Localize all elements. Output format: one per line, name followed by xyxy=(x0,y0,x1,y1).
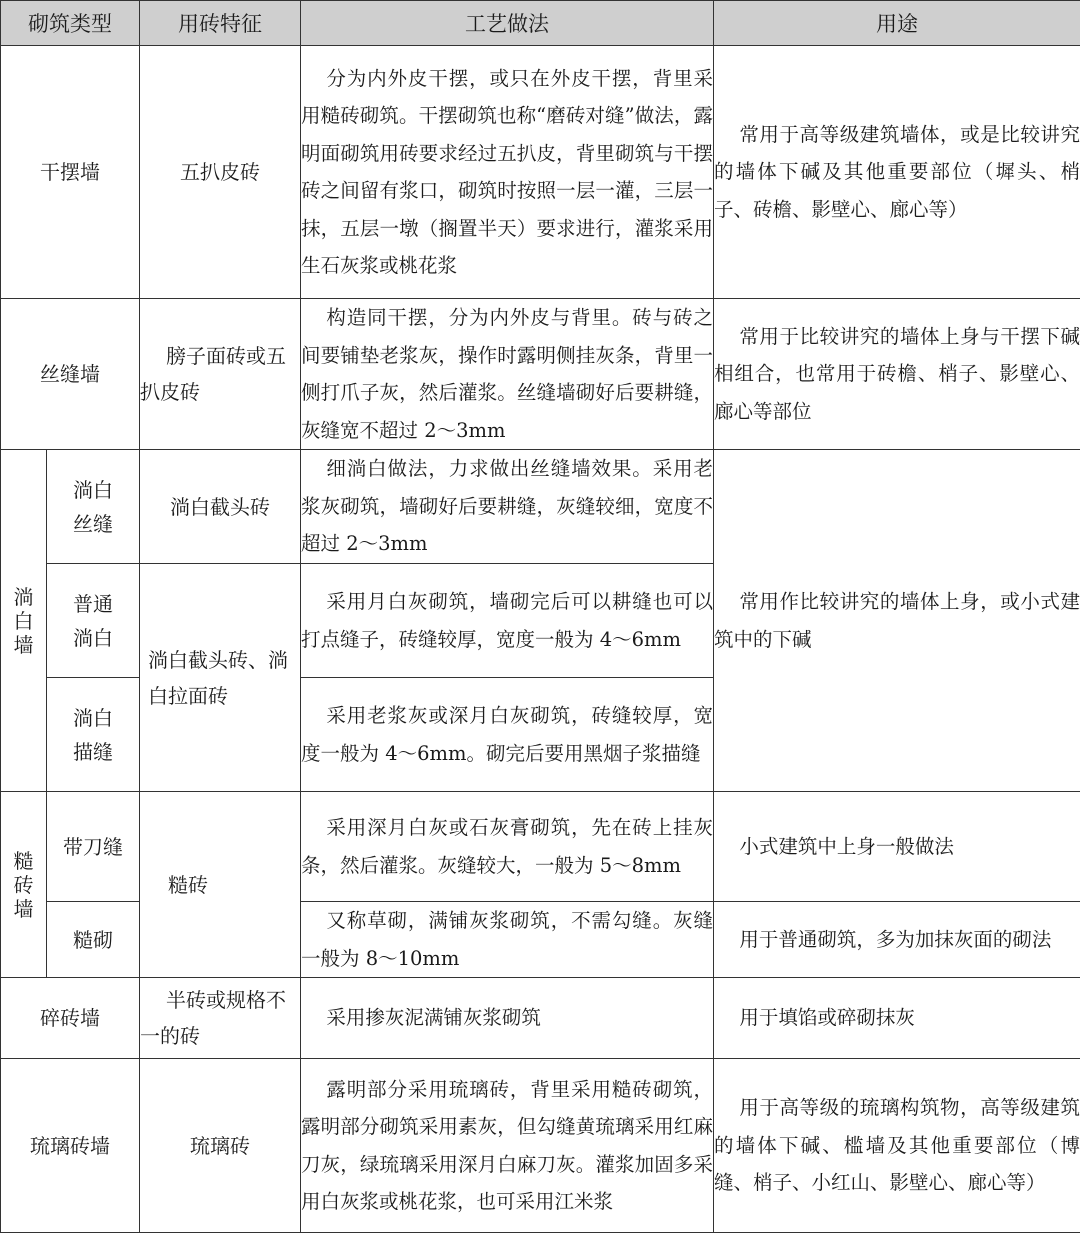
header-type: 砌筑类型 xyxy=(1,1,140,46)
header-row xyxy=(1,1,1080,46)
feature-ganbai: 五扒皮砖 xyxy=(140,46,301,299)
usage-cao-daodao: 小式建筑中上身一般做法 xyxy=(714,792,1080,902)
usage-liuli: 用于高等级的琉璃构筑物，高等级建筑的墙体下碱、槛墙及其他重要部位（博缝、梢子、小红山、影壁心、廊心等） xyxy=(714,1059,1080,1233)
sub-cao-caoqi: 糙砌 xyxy=(47,902,140,978)
feature-liuli: 琉璃砖 xyxy=(140,1059,301,1233)
usage-sifeng: 常用于比较讲究的墙体上身与干摆下碱相组合，也常用于砖檐、梢子、影壁心、廊心等部位 xyxy=(714,299,1080,450)
row-ganbai xyxy=(1,46,1080,299)
sub-tangbai-sifeng: 淌白丝缝 xyxy=(47,450,140,564)
group-tangbai: 淌白墙 xyxy=(1,450,47,792)
process-cao-caoqi: 又称草砌，满铺灰浆砌筑，不需勾缝。灰缝一般为 8～10mm xyxy=(301,902,714,978)
process-liuli: 露明部分采用琉璃砖，背里采用糙砖砌筑，露明部分砌筑采用素灰，但勾缝黄琉璃采用红麻刀灰，绿琉璃采用深月白麻刀灰。灌浆加固多采用白灰浆或桃花浆，也可采用江米浆 xyxy=(301,1059,714,1233)
usage-tangbai: 常用作比较讲究的墙体上身，或小式建筑中的下碱 xyxy=(714,450,1080,792)
row-suizhuan xyxy=(1,978,1080,1059)
process-cao-daodao: 采用深月白灰或石灰膏砌筑，先在砖上挂灰条，然后灌浆。灰缝较大，一般为 5～8mm xyxy=(301,792,714,902)
usage-suizhuan: 用于填馅或碎砌抹灰 xyxy=(714,978,1080,1059)
process-tangbai-putong: 采用月白灰砌筑，墙砌完后可以耕缝也可以打点缝子，砖缝较厚，宽度一般为 4～6mm xyxy=(301,564,714,678)
feature-sifeng: 膀子面砖或五扒皮砖 xyxy=(140,299,301,450)
header-usage: 用途 xyxy=(714,1,1080,46)
feature-tangbai-shared: 淌白截头砖、淌白拉面砖 xyxy=(140,564,301,792)
feature-suizhuan: 半砖或规格不一的砖 xyxy=(140,978,301,1059)
process-tangbai-miaofeng: 采用老浆灰或深月白灰砌筑，砖缝较厚，宽度一般为 4～6mm。砌完后要用黑烟子浆描缝 xyxy=(301,678,714,792)
row-cao-daodao xyxy=(1,792,1080,902)
sub-tangbai-miaofeng: 淌白描缝 xyxy=(47,678,140,792)
process-suizhuan: 采用掺灰泥满铺灰浆砌筑 xyxy=(301,978,714,1059)
usage-cao-caoqi: 用于普通砌筑，多为加抹灰面的砌法 xyxy=(714,902,1080,978)
sub-tangbai-putong: 普通淌白 xyxy=(47,564,140,678)
usage-ganbai: 常用于高等级建筑墙体，或是比较讲究的墙体下碱及其他重要部位（墀头、梢子、砖檐、影壁心、廊心等） xyxy=(714,46,1080,299)
header-process: 工艺做法 xyxy=(301,1,714,46)
feature-cao: 糙砖 xyxy=(140,792,301,978)
process-ganbai: 分为内外皮干摆，或只在外皮干摆，背里采用糙砖砌筑。干摆砌筑也称“磨砖对缝”做法，露明面砌筑用砖要求经过五扒皮，背里砌筑与干摆砖之间留有浆口，砌筑时按照一层一灌，三层一抹，五层一墩（搁置半天）要求进行，灌浆采用生石灰浆或桃花浆 xyxy=(301,46,714,299)
type-sifeng: 丝缝墙 xyxy=(1,299,140,450)
feature-tangbai-sifeng: 淌白截头砖 xyxy=(140,450,301,564)
row-sifeng xyxy=(1,299,1080,450)
row-liuli xyxy=(1,1059,1080,1233)
process-tangbai-sifeng: 细淌白做法，力求做出丝缝墙效果。采用老浆灰砌筑，墙砌好后要耕缝，灰缝较细，宽度不超过 2～3mm xyxy=(301,450,714,564)
sub-cao-daodao: 带刀缝 xyxy=(47,792,140,902)
type-ganbai: 干摆墙 xyxy=(1,46,140,299)
group-cao: 糙砖墙 xyxy=(1,792,47,978)
header-feature: 用砖特征 xyxy=(140,1,301,46)
row-tangbai-sifeng xyxy=(1,450,1080,564)
type-suizhuan: 碎砖墙 xyxy=(1,978,140,1059)
type-liuli: 琉璃砖墙 xyxy=(1,1059,140,1233)
process-sifeng: 构造同干摆，分为内外皮与背里。砖与砖之间要铺垫老浆灰，操作时露明侧挂灰条，背里一侧打爪子灰，然后灌浆。丝缝墙砌好后要耕缝，灰缝宽不超过 2～3mm xyxy=(301,299,714,450)
